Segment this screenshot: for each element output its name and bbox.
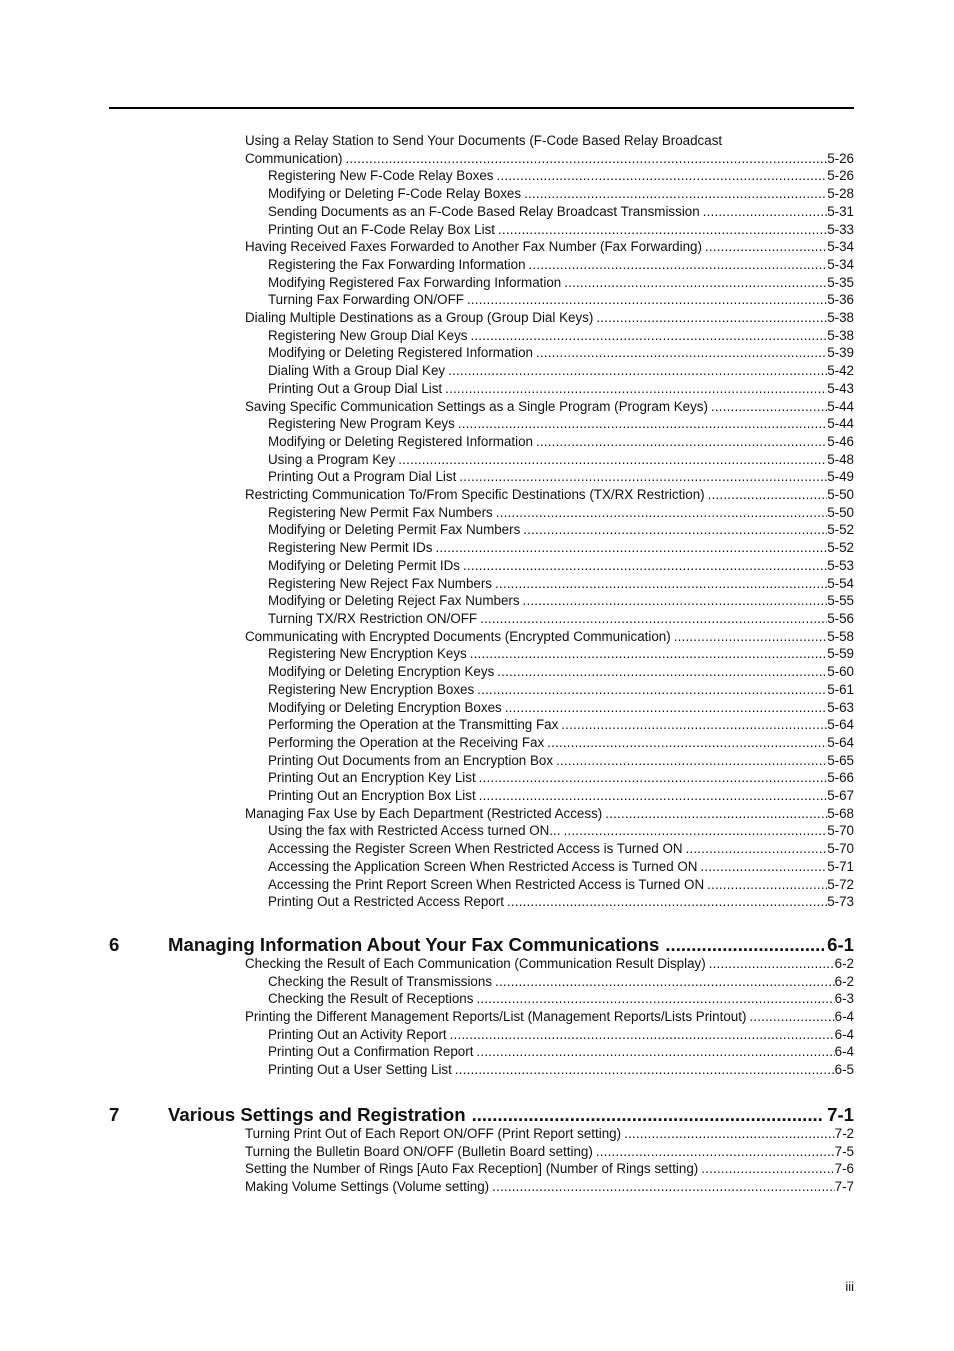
toc-entry-title: Registering New Encryption Keys xyxy=(268,646,467,662)
leader-dots xyxy=(346,150,828,168)
toc-entry[interactable] xyxy=(245,1160,854,1178)
leader-dots xyxy=(707,876,827,894)
toc-entry[interactable] xyxy=(245,1125,854,1143)
toc-entry[interactable] xyxy=(268,681,854,699)
toc-entry-page: 5-38 xyxy=(827,310,854,326)
toc-entry-title: Modifying or Deleting Permit Fax Numbers xyxy=(268,522,521,538)
toc-entry-title: Modifying or Deleting Encryption Boxes xyxy=(268,699,502,715)
leader-dots xyxy=(674,628,827,646)
toc-entry-title: Performing the Operation at the Transmitting Fax xyxy=(268,717,559,733)
toc-entry[interactable] xyxy=(268,752,854,770)
toc-entry-title: Registering New Group Dial Keys xyxy=(268,327,468,343)
toc-entry[interactable] xyxy=(268,167,854,185)
chapter-title: Managing Information About Your Fax Communications xyxy=(168,933,660,955)
toc-entry[interactable] xyxy=(268,221,854,239)
toc-entry-page: 6-4 xyxy=(834,1026,854,1042)
leader-dots xyxy=(709,955,835,973)
leader-dots xyxy=(605,805,827,823)
toc-entry-page: 6-4 xyxy=(834,1044,854,1060)
chapter-title: Various Settings and Registration xyxy=(168,1103,466,1125)
toc-entry-title: Printing Out an Encryption Box List xyxy=(268,788,476,804)
toc-entry-page: 7-2 xyxy=(834,1125,854,1141)
toc-entry-title: Printing Out a Restricted Access Report xyxy=(268,894,504,910)
toc-entry[interactable] xyxy=(268,787,854,805)
toc-entry-title: Turning TX/RX Restriction ON/OFF xyxy=(268,610,478,626)
leader-dots xyxy=(507,893,827,911)
leader-dots xyxy=(686,840,828,858)
toc-entry[interactable] xyxy=(268,990,854,1008)
toc-entry[interactable] xyxy=(268,468,854,486)
toc-entry-page: 7-6 xyxy=(834,1161,854,1177)
toc-entry[interactable] xyxy=(268,291,854,309)
leader-dots xyxy=(470,327,827,345)
toc-entry[interactable] xyxy=(245,238,854,256)
toc-entry-page: 6-5 xyxy=(834,1062,854,1078)
toc-entry-title: Managing Fax Use by Each Department (Restricted Access) xyxy=(245,805,603,821)
toc-entry[interactable] xyxy=(268,822,854,840)
toc-entry[interactable] xyxy=(245,486,854,504)
toc-entry[interactable] xyxy=(268,699,854,717)
toc-entry-page: 5-49 xyxy=(827,469,854,485)
toc-entry-page: 5-44 xyxy=(827,398,854,414)
toc-entry[interactable] xyxy=(268,274,854,292)
toc-entry[interactable] xyxy=(268,433,854,451)
toc-entry[interactable] xyxy=(268,734,854,752)
toc-entry[interactable] xyxy=(268,1043,854,1061)
leader-dots xyxy=(700,858,827,876)
toc-entry-title: Modifying or Deleting F-Code Relay Boxes xyxy=(268,186,522,202)
toc-entry-page: 5-44 xyxy=(827,416,854,432)
leader-dots xyxy=(523,592,828,610)
toc-entry-page: 5-52 xyxy=(827,522,854,538)
toc-entry-page: 6-2 xyxy=(834,955,854,971)
toc-entry-title: Turning Fax Forwarding ON/OFF xyxy=(268,292,464,308)
toc-entry-title: Dialing With a Group Dial Key xyxy=(268,363,446,379)
leader-dots xyxy=(703,203,827,221)
chapter-page: 7-1 xyxy=(827,1103,854,1125)
toc-entry-title: Modifying or Deleting Registered Information xyxy=(268,433,533,449)
toc-entry-page: 5-26 xyxy=(827,150,854,166)
leader-dots xyxy=(505,699,827,717)
toc-entry-title: Sending Documents as an F-Code Based Relay Broadcast Transmission xyxy=(268,203,700,219)
toc-entry-page: 5-34 xyxy=(827,239,854,255)
toc-entry[interactable] xyxy=(268,610,854,628)
leader-dots xyxy=(448,362,827,380)
leader-dots xyxy=(479,787,828,805)
toc-entry[interactable] xyxy=(268,256,854,274)
toc-entry[interactable] xyxy=(268,557,854,575)
toc-entry-title: Checking the Result of Receptions xyxy=(268,991,474,1007)
toc-entry[interactable] xyxy=(268,858,854,876)
toc-entry-page: 5-58 xyxy=(827,628,854,644)
toc-entry-title: Accessing the Register Screen When Restricted Access is Turned ON xyxy=(268,841,683,857)
toc-entry[interactable] xyxy=(268,645,854,663)
toc-entry[interactable] xyxy=(268,380,854,398)
toc-entry[interactable] xyxy=(245,309,854,327)
leader-dots xyxy=(497,663,827,681)
toc-entry-page: 5-48 xyxy=(827,451,854,467)
leader-dots xyxy=(459,468,827,486)
leader-dots xyxy=(497,167,828,185)
toc-entry-page: 5-34 xyxy=(827,256,854,272)
toc-entry[interactable] xyxy=(268,973,854,991)
leader-dots xyxy=(665,935,824,955)
toc-entry-title: Performing the Operation at the Receiving Fax xyxy=(268,734,545,750)
leader-dots xyxy=(445,380,827,398)
toc-entry-page: 5-64 xyxy=(827,717,854,733)
toc-entry[interactable] xyxy=(268,840,854,858)
toc-entry-page: 5-36 xyxy=(827,292,854,308)
leader-dots xyxy=(701,1160,834,1178)
toc-entry-page: 5-50 xyxy=(827,504,854,520)
toc-entry[interactable] xyxy=(268,663,854,681)
toc-entry-title: Dialing Multiple Destinations as a Group (Group Dial Keys) xyxy=(245,310,594,326)
toc-entry-page: 5-42 xyxy=(827,363,854,379)
leader-dots xyxy=(498,221,827,239)
chapter-page: 6-1 xyxy=(827,933,854,955)
toc-entry-title: Registering New Encryption Boxes xyxy=(268,681,475,697)
chapter6-entries xyxy=(0,955,954,1079)
toc-entry-title: Printing Out an Encryption Key List xyxy=(268,770,476,786)
toc-entry-title: Registering New Reject Fax Numbers xyxy=(268,575,492,591)
toc-entry-title: Printing the Different Management Reports/List (Management Reports/Lists Printout) xyxy=(245,1009,747,1025)
leader-dots xyxy=(524,185,827,203)
toc-entry-title: Turning Print Out of Each Report ON/OFF (Print Report setting) xyxy=(245,1125,622,1141)
leader-dots xyxy=(624,1125,835,1143)
toc-entry-page: 5-65 xyxy=(827,752,854,768)
toc-entry-page: 5-68 xyxy=(827,805,854,821)
toc-entry-page: 5-38 xyxy=(827,327,854,343)
toc-entry[interactable] xyxy=(268,521,854,539)
chapter-7-heading[interactable] xyxy=(109,1105,854,1125)
toc-entry-title: Registering New Program Keys xyxy=(268,416,455,432)
toc-entry[interactable] xyxy=(245,955,854,973)
leader-dots xyxy=(529,256,828,274)
chapter-6-heading[interactable] xyxy=(109,935,854,955)
leader-dots xyxy=(564,274,827,292)
leader-dots xyxy=(455,1061,835,1079)
toc-entry-page: 5-28 xyxy=(827,186,854,202)
leader-dots xyxy=(711,398,827,416)
toc-entry[interactable] xyxy=(268,362,854,380)
toc-entry-title: Registering New Permit IDs xyxy=(268,540,433,556)
toc-entry-page: 5-39 xyxy=(827,345,854,361)
leader-dots xyxy=(435,539,827,557)
toc-entry-page: 5-60 xyxy=(827,664,854,680)
leader-dots xyxy=(536,344,827,362)
toc-entry[interactable] xyxy=(268,504,854,522)
toc-entry-page: 5-72 xyxy=(827,876,854,892)
leader-dots xyxy=(463,557,827,575)
leader-dots xyxy=(479,769,828,787)
toc-entry-page: 7-7 xyxy=(834,1178,854,1194)
toc-entry-page: 6-3 xyxy=(834,991,854,1007)
leader-dots xyxy=(749,1008,834,1026)
toc-entry-title: Printing Out a Group Dial List xyxy=(268,380,443,396)
toc-entry-title: Printing Out a Program Dial List xyxy=(268,469,457,485)
leader-dots xyxy=(450,1026,835,1044)
toc-entry-page: 5-66 xyxy=(827,770,854,786)
toc-entry[interactable] xyxy=(245,1008,854,1026)
leader-dots xyxy=(492,1178,835,1196)
leader-dots xyxy=(536,433,827,451)
leader-dots xyxy=(561,716,827,734)
toc-entry[interactable] xyxy=(268,876,854,894)
toc-entry-page: 6-4 xyxy=(834,1009,854,1025)
leader-dots xyxy=(472,1105,825,1125)
toc-entry[interactable] xyxy=(245,150,854,168)
page-number: iii xyxy=(845,1279,854,1294)
section5-entries xyxy=(0,132,954,911)
toc-entry-page: 5-61 xyxy=(827,681,854,697)
leader-dots xyxy=(705,238,827,256)
toc-entry-page: 5-54 xyxy=(827,575,854,591)
toc-entry-title: Modifying or Deleting Encryption Keys xyxy=(268,664,495,680)
toc-entry-title: Restricting Communication To/From Specific Destinations (TX/RX Restriction) xyxy=(245,487,705,503)
leader-dots xyxy=(556,752,827,770)
toc-entry-title: Registering New Permit Fax Numbers xyxy=(268,504,493,520)
toc-entry-title: Accessing the Print Report Screen When Restricted Access is Turned ON xyxy=(268,876,705,892)
toc-entry[interactable] xyxy=(245,398,854,416)
toc-entry-title: Using a Program Key xyxy=(268,451,396,467)
leader-dots xyxy=(398,451,827,469)
toc-entry[interactable] xyxy=(268,592,854,610)
toc-entry-page: 5-26 xyxy=(827,168,854,184)
toc-entry-title: Printing Out a User Setting List xyxy=(268,1062,452,1078)
toc-entry-title: Checking the Result of Transmissions xyxy=(268,973,493,989)
toc-entry-title: Modifying or Deleting Reject Fax Numbers xyxy=(268,593,520,609)
toc-entry-title: Using the fax with Restricted Access turned ON... xyxy=(268,823,561,839)
chapter-number: 6 xyxy=(109,933,120,955)
toc-entry[interactable] xyxy=(268,327,854,345)
toc-entry-title: Turning the Bulletin Board ON/OFF (Bulletin Board setting) xyxy=(245,1143,593,1159)
toc-entry[interactable] xyxy=(245,628,854,646)
toc-entry-page: 5-70 xyxy=(827,841,854,857)
toc-entry-page: 5-73 xyxy=(827,894,854,910)
table-of-contents xyxy=(0,132,954,1196)
toc-entry-page: 5-53 xyxy=(827,557,854,573)
toc-entry-page: 7-5 xyxy=(834,1143,854,1159)
toc-entry-page: 5-59 xyxy=(827,646,854,662)
toc-entry[interactable] xyxy=(268,1061,854,1079)
toc-entry-title: Printing Out Documents from an Encryption Box xyxy=(268,752,554,768)
leader-dots xyxy=(596,309,827,327)
toc-entry[interactable] xyxy=(268,185,854,203)
toc-entry-title: Communication) xyxy=(245,150,343,166)
toc-entry[interactable] xyxy=(268,203,854,221)
toc-entry[interactable] xyxy=(268,575,854,593)
toc-entry-page: 5-67 xyxy=(827,788,854,804)
toc-entry-title: Registering the Fax Forwarding Information xyxy=(268,256,526,272)
leader-dots xyxy=(523,521,827,539)
leader-dots xyxy=(476,990,834,1008)
toc-entry-title: Accessing the Application Screen When Restricted Access is Turned ON xyxy=(268,858,698,874)
toc-entry-page: 6-2 xyxy=(834,973,854,989)
toc-entry[interactable] xyxy=(268,539,854,557)
chapter-number: 7 xyxy=(109,1103,120,1125)
toc-entry-page: 5-63 xyxy=(827,699,854,715)
toc-entry-title: Printing Out an F-Code Relay Box List xyxy=(268,221,496,237)
leader-dots xyxy=(467,291,827,309)
toc-entry-title: Setting the Number of Rings [Auto Fax Reception] (Number of Rings setting) xyxy=(245,1161,699,1177)
toc-entry-title: Printing Out an Activity Report xyxy=(268,1026,447,1042)
leader-dots xyxy=(495,575,827,593)
toc-entry-page: 5-70 xyxy=(827,823,854,839)
toc-entry-title: Modifying or Deleting Permit IDs xyxy=(268,557,461,573)
toc-entry-title: Checking the Result of Each Communication (Communication Result Display) xyxy=(245,955,706,971)
toc-entry-title: Modifying Registered Fax Forwarding Information xyxy=(268,274,562,290)
leader-dots xyxy=(477,681,827,699)
toc-entry-title: Saving Specific Communication Settings as a Single Program (Program Keys) xyxy=(245,398,708,414)
toc-entry-title: Having Received Faxes Forwarded to Another Fax Number (Fax Forwarding) xyxy=(245,239,702,255)
toc-entry[interactable] xyxy=(268,451,854,469)
toc-entry[interactable] xyxy=(268,344,854,362)
toc-entry[interactable] xyxy=(268,769,854,787)
toc-entry-page: 5-71 xyxy=(827,858,854,874)
toc-entry-page: 5-33 xyxy=(827,221,854,237)
leader-dots xyxy=(470,645,827,663)
toc-entry[interactable] xyxy=(245,1178,854,1196)
toc-entry-page: 5-55 xyxy=(827,593,854,609)
toc-entry[interactable] xyxy=(268,1026,854,1044)
toc-entry[interactable] xyxy=(268,716,854,734)
toc-entry-page: 5-52 xyxy=(827,540,854,556)
leader-dots xyxy=(495,973,835,991)
toc-entry[interactable] xyxy=(268,893,854,911)
leader-dots xyxy=(476,1043,834,1061)
leader-dots xyxy=(496,504,827,522)
toc-entry[interactable] xyxy=(268,415,854,433)
leader-dots xyxy=(547,734,827,752)
leader-dots xyxy=(458,415,827,433)
chapter7-entries xyxy=(0,1125,954,1196)
toc-entry-page: 5-35 xyxy=(827,274,854,290)
leader-dots xyxy=(708,486,828,504)
toc-entry-page: 5-56 xyxy=(827,610,854,626)
toc-entry-title: Communicating with Encrypted Documents (Encrypted Communication) xyxy=(245,628,671,644)
toc-entry-title: Modifying or Deleting Registered Information xyxy=(268,345,533,361)
toc-entry-title: Making Volume Settings (Volume setting) xyxy=(245,1178,490,1194)
toc-entry-title: Printing Out a Confirmation Report xyxy=(268,1044,474,1060)
leader-dots xyxy=(563,822,827,840)
header-rule xyxy=(109,107,854,109)
toc-entry-first-line: Using a Relay Station to Send Your Documents (F-Code Based Relay Broadcast xyxy=(245,133,723,148)
leader-dots xyxy=(596,1143,835,1161)
toc-entry[interactable] xyxy=(245,805,854,823)
toc-entry-page: 5-43 xyxy=(827,380,854,396)
toc-entry-page: 5-50 xyxy=(827,487,854,503)
toc-entry-page: 5-31 xyxy=(827,203,854,219)
leader-dots xyxy=(480,610,827,628)
toc-entry-page: 5-46 xyxy=(827,433,854,449)
toc-entry-title: Registering New F-Code Relay Boxes xyxy=(268,168,494,184)
toc-entry-page: 5-64 xyxy=(827,734,854,750)
toc-entry[interactable] xyxy=(245,1143,854,1161)
